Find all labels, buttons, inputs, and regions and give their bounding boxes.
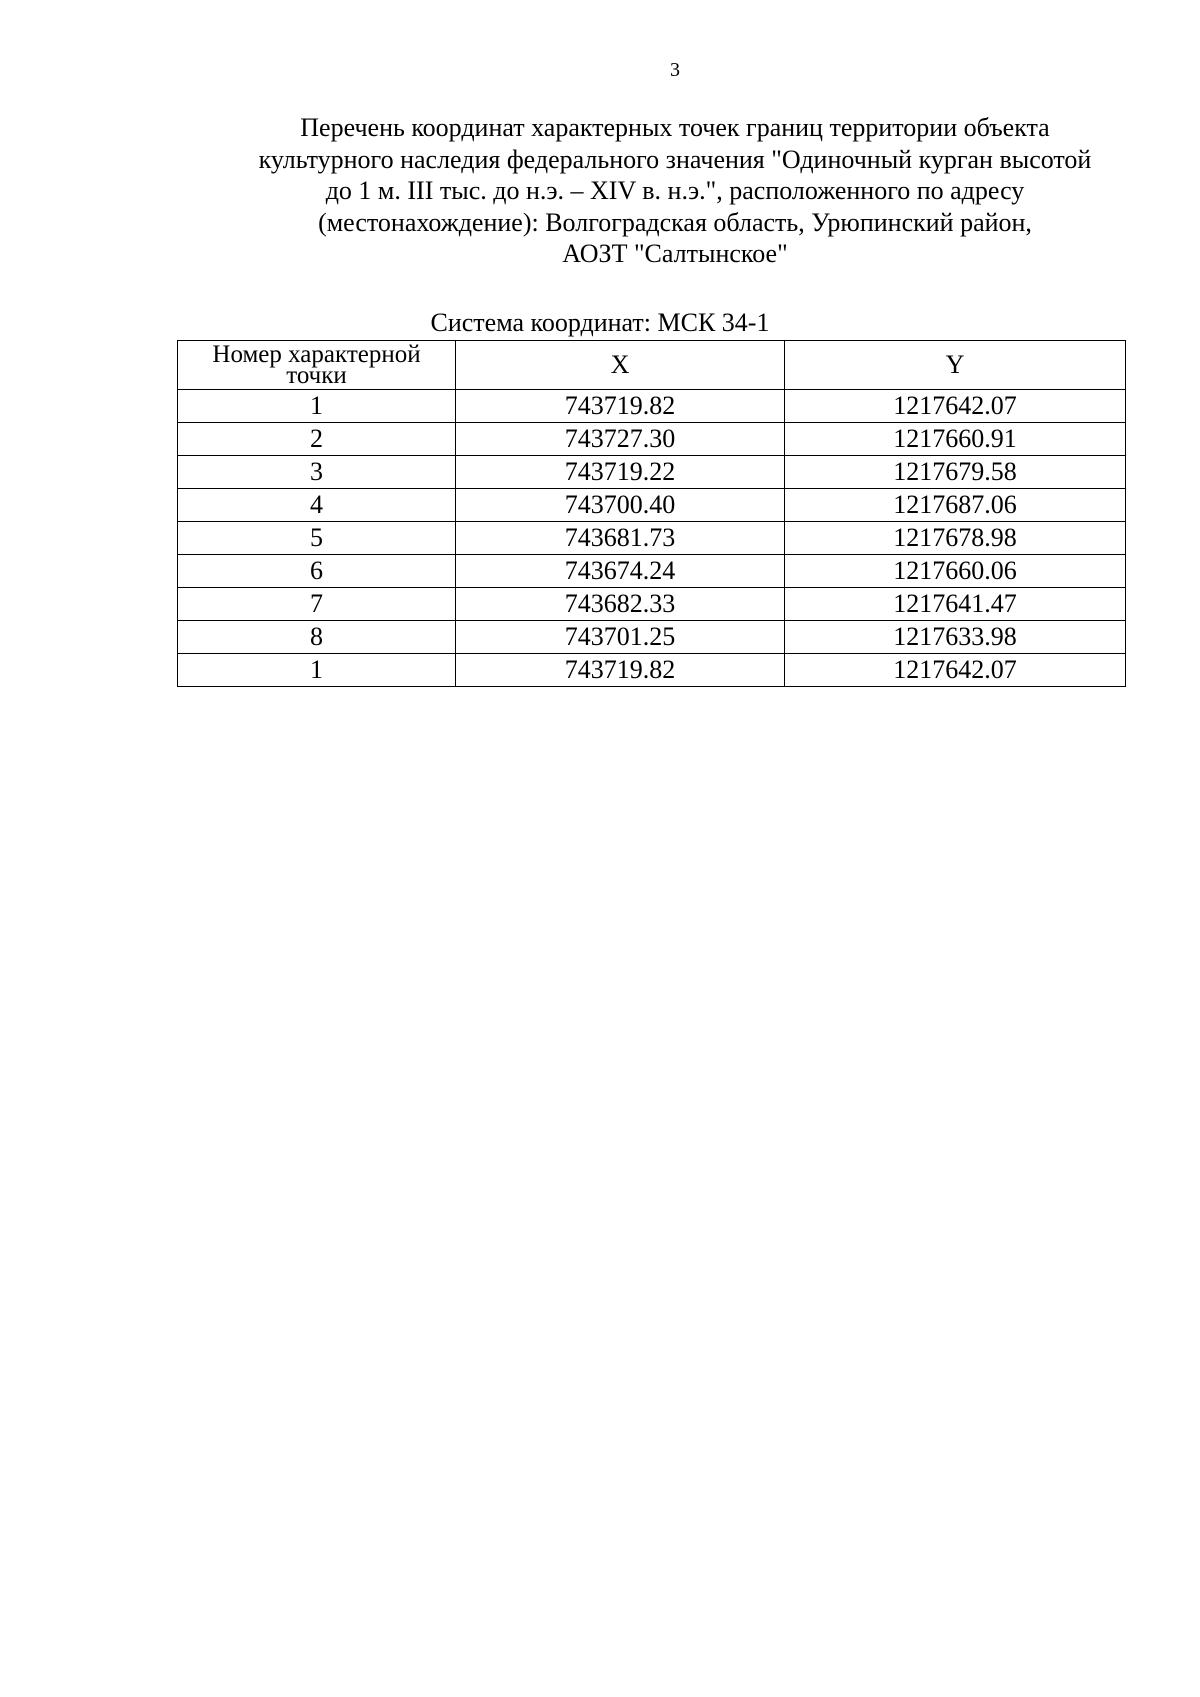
y-cell: 1217660.06 (785, 555, 1126, 588)
x-cell: 743727.30 (456, 423, 785, 456)
point-number-cell: 5 (178, 522, 456, 555)
x-cell: 743719.82 (456, 654, 785, 687)
title-line: (местонахождение): Волгоградская область, Урюпинский район, (318, 207, 1032, 237)
table-row (178, 423, 1126, 456)
y-cell: 1217633.98 (785, 621, 1126, 654)
y-cell: 1217679.58 (785, 456, 1126, 489)
point-number-cell: 3 (178, 456, 456, 489)
x-cell: 743674.24 (456, 555, 785, 588)
y-cell: 1217687.06 (785, 489, 1126, 522)
title-line: АОЗТ "Салтынское" (562, 239, 788, 268)
table-row (178, 390, 1126, 423)
point-number-cell: 1 (178, 654, 456, 687)
y-cell: 1217642.07 (785, 390, 1126, 423)
table-row (178, 456, 1126, 489)
y-cell: 1217641.47 (785, 588, 1126, 621)
x-cell: 743719.82 (456, 390, 785, 423)
coordinates-table (177, 340, 1126, 687)
point-number-header-line2: точки (286, 362, 347, 389)
table-row (178, 654, 1126, 687)
x-cell: 743719.22 (456, 456, 785, 489)
point-number-header (178, 341, 456, 390)
y-cell: 1217678.98 (785, 522, 1126, 555)
y-cell: 1217642.07 (785, 654, 1126, 687)
point-number-cell: 7 (178, 588, 456, 621)
title-line: до 1 м. III тыс. до н.э. – XIV в. н.э.", расположенного по адресу (325, 176, 1025, 205)
x-cell: 743701.25 (456, 621, 785, 654)
coordinate-system-caption: Система координат: МСК 34-1 (430, 308, 770, 337)
table-row (178, 489, 1126, 522)
title-line: культурного наследия федерального значения "Одиночный курган высотой (258, 144, 1092, 174)
point-number-cell: 1 (178, 390, 456, 423)
page-number: 3 (670, 59, 680, 81)
y-header: Y (785, 341, 1126, 390)
table-row (178, 621, 1126, 654)
point-number-header-line1: Номер характерной (212, 341, 421, 368)
table-row (178, 522, 1126, 555)
x-cell: 743681.73 (456, 522, 785, 555)
table-row (178, 555, 1126, 588)
table-row (178, 588, 1126, 621)
point-number-cell: 4 (178, 489, 456, 522)
y-cell: 1217660.91 (785, 423, 1126, 456)
x-cell: 743700.40 (456, 489, 785, 522)
point-number-cell: 2 (178, 423, 456, 456)
x-cell: 743682.33 (456, 588, 785, 621)
document-title (190, 112, 1160, 270)
point-number-cell: 8 (178, 621, 456, 654)
title-line: Перечень координат характерных точек границ территории объекта (300, 113, 1050, 142)
x-header: X (456, 341, 785, 390)
point-number-cell: 6 (178, 555, 456, 588)
table-header-row (178, 341, 1126, 390)
